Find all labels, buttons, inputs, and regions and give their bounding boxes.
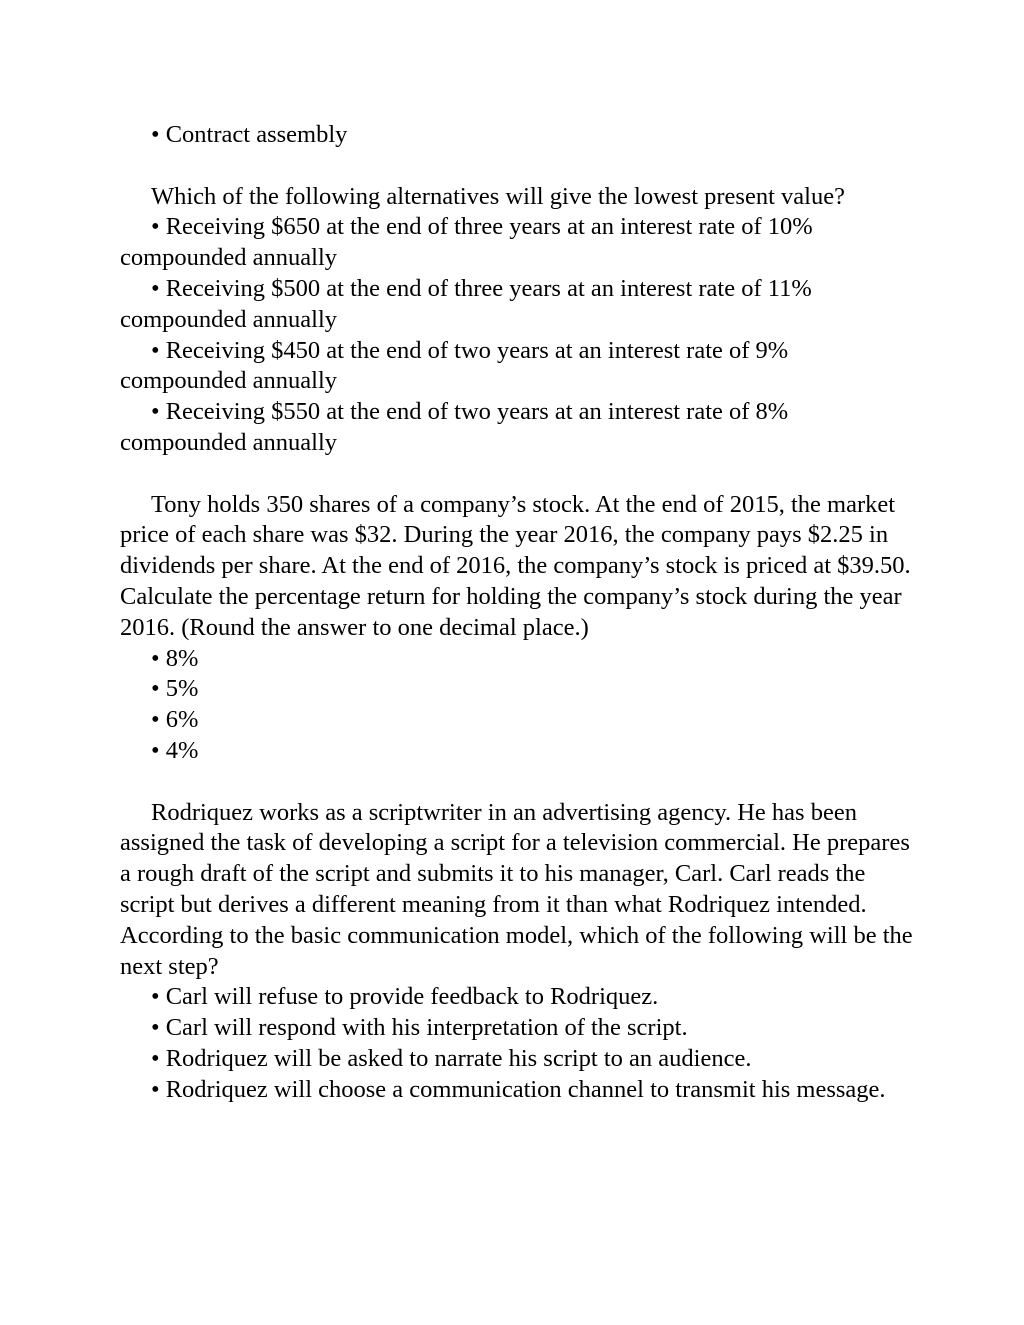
question-1-option-2: • Receiving $500 at the end of three years at an interest rate of 11% compounded annually xyxy=(120,274,812,333)
question-1-option-4: • Receiving $550 at the end of two years at an interest rate of 8% compounded annually xyxy=(120,398,789,456)
question-1-option-3: • Receiving $450 at the end of two years at an interest rate of 9% compounded annually xyxy=(120,336,789,395)
question-3-option-1: • Carl will refuse to provide feedback to Rodriquez. xyxy=(151,983,659,1011)
question-2-stem: Tony holds 350 shares of a company’s stock. At the end of 2015, the market price of each share was $32. During the year 2016, the company pays $2.25 in dividends per share. At the end of 2016, the company’s stock is priced at $39.50. Calculate the percentage return for holding the company’s stock during the year 2016. (Round the answer to one decimal place.) xyxy=(120,490,911,641)
question-3-option-4: • Rodriquez will choose a communication channel to transmit his message. xyxy=(151,1075,886,1103)
question-3-option-3: • Rodriquez will be asked to narrate his script to an audience. xyxy=(151,1044,752,1072)
question-2-option-1: • 8% xyxy=(151,644,199,672)
paragraph-gap xyxy=(120,151,920,182)
question-2-option-3: • 6% xyxy=(151,706,199,734)
question-1-stem: Which of the following alternatives will give the lowest present value? xyxy=(151,182,845,210)
question-3-stem: Rodriquez works as a scriptwriter in an advertising agency. He has been assigned the task of developing a script for a television commercial. He prepares a rough draft of the script and submits it to his manager, Carl. Carl reads the script but derives a different meaning from it than what Rodriquez intended. According to the basic communication model, which of the following will be the next step? xyxy=(120,798,913,980)
question-3-option-2: • Carl will respond with his interpretation of the script. xyxy=(151,1014,688,1042)
document-page xyxy=(120,120,920,1106)
question-2-option-2: • 5% xyxy=(151,675,199,703)
paragraph-gap xyxy=(120,459,920,490)
paragraph-gap xyxy=(120,767,920,798)
question-2-option-4: • 4% xyxy=(151,736,199,764)
question-1-option-1: • Receiving $650 at the end of three years at an interest rate of 10% compounded annually xyxy=(120,213,813,272)
bullet-contract-assembly: • Contract assembly xyxy=(151,121,348,148)
